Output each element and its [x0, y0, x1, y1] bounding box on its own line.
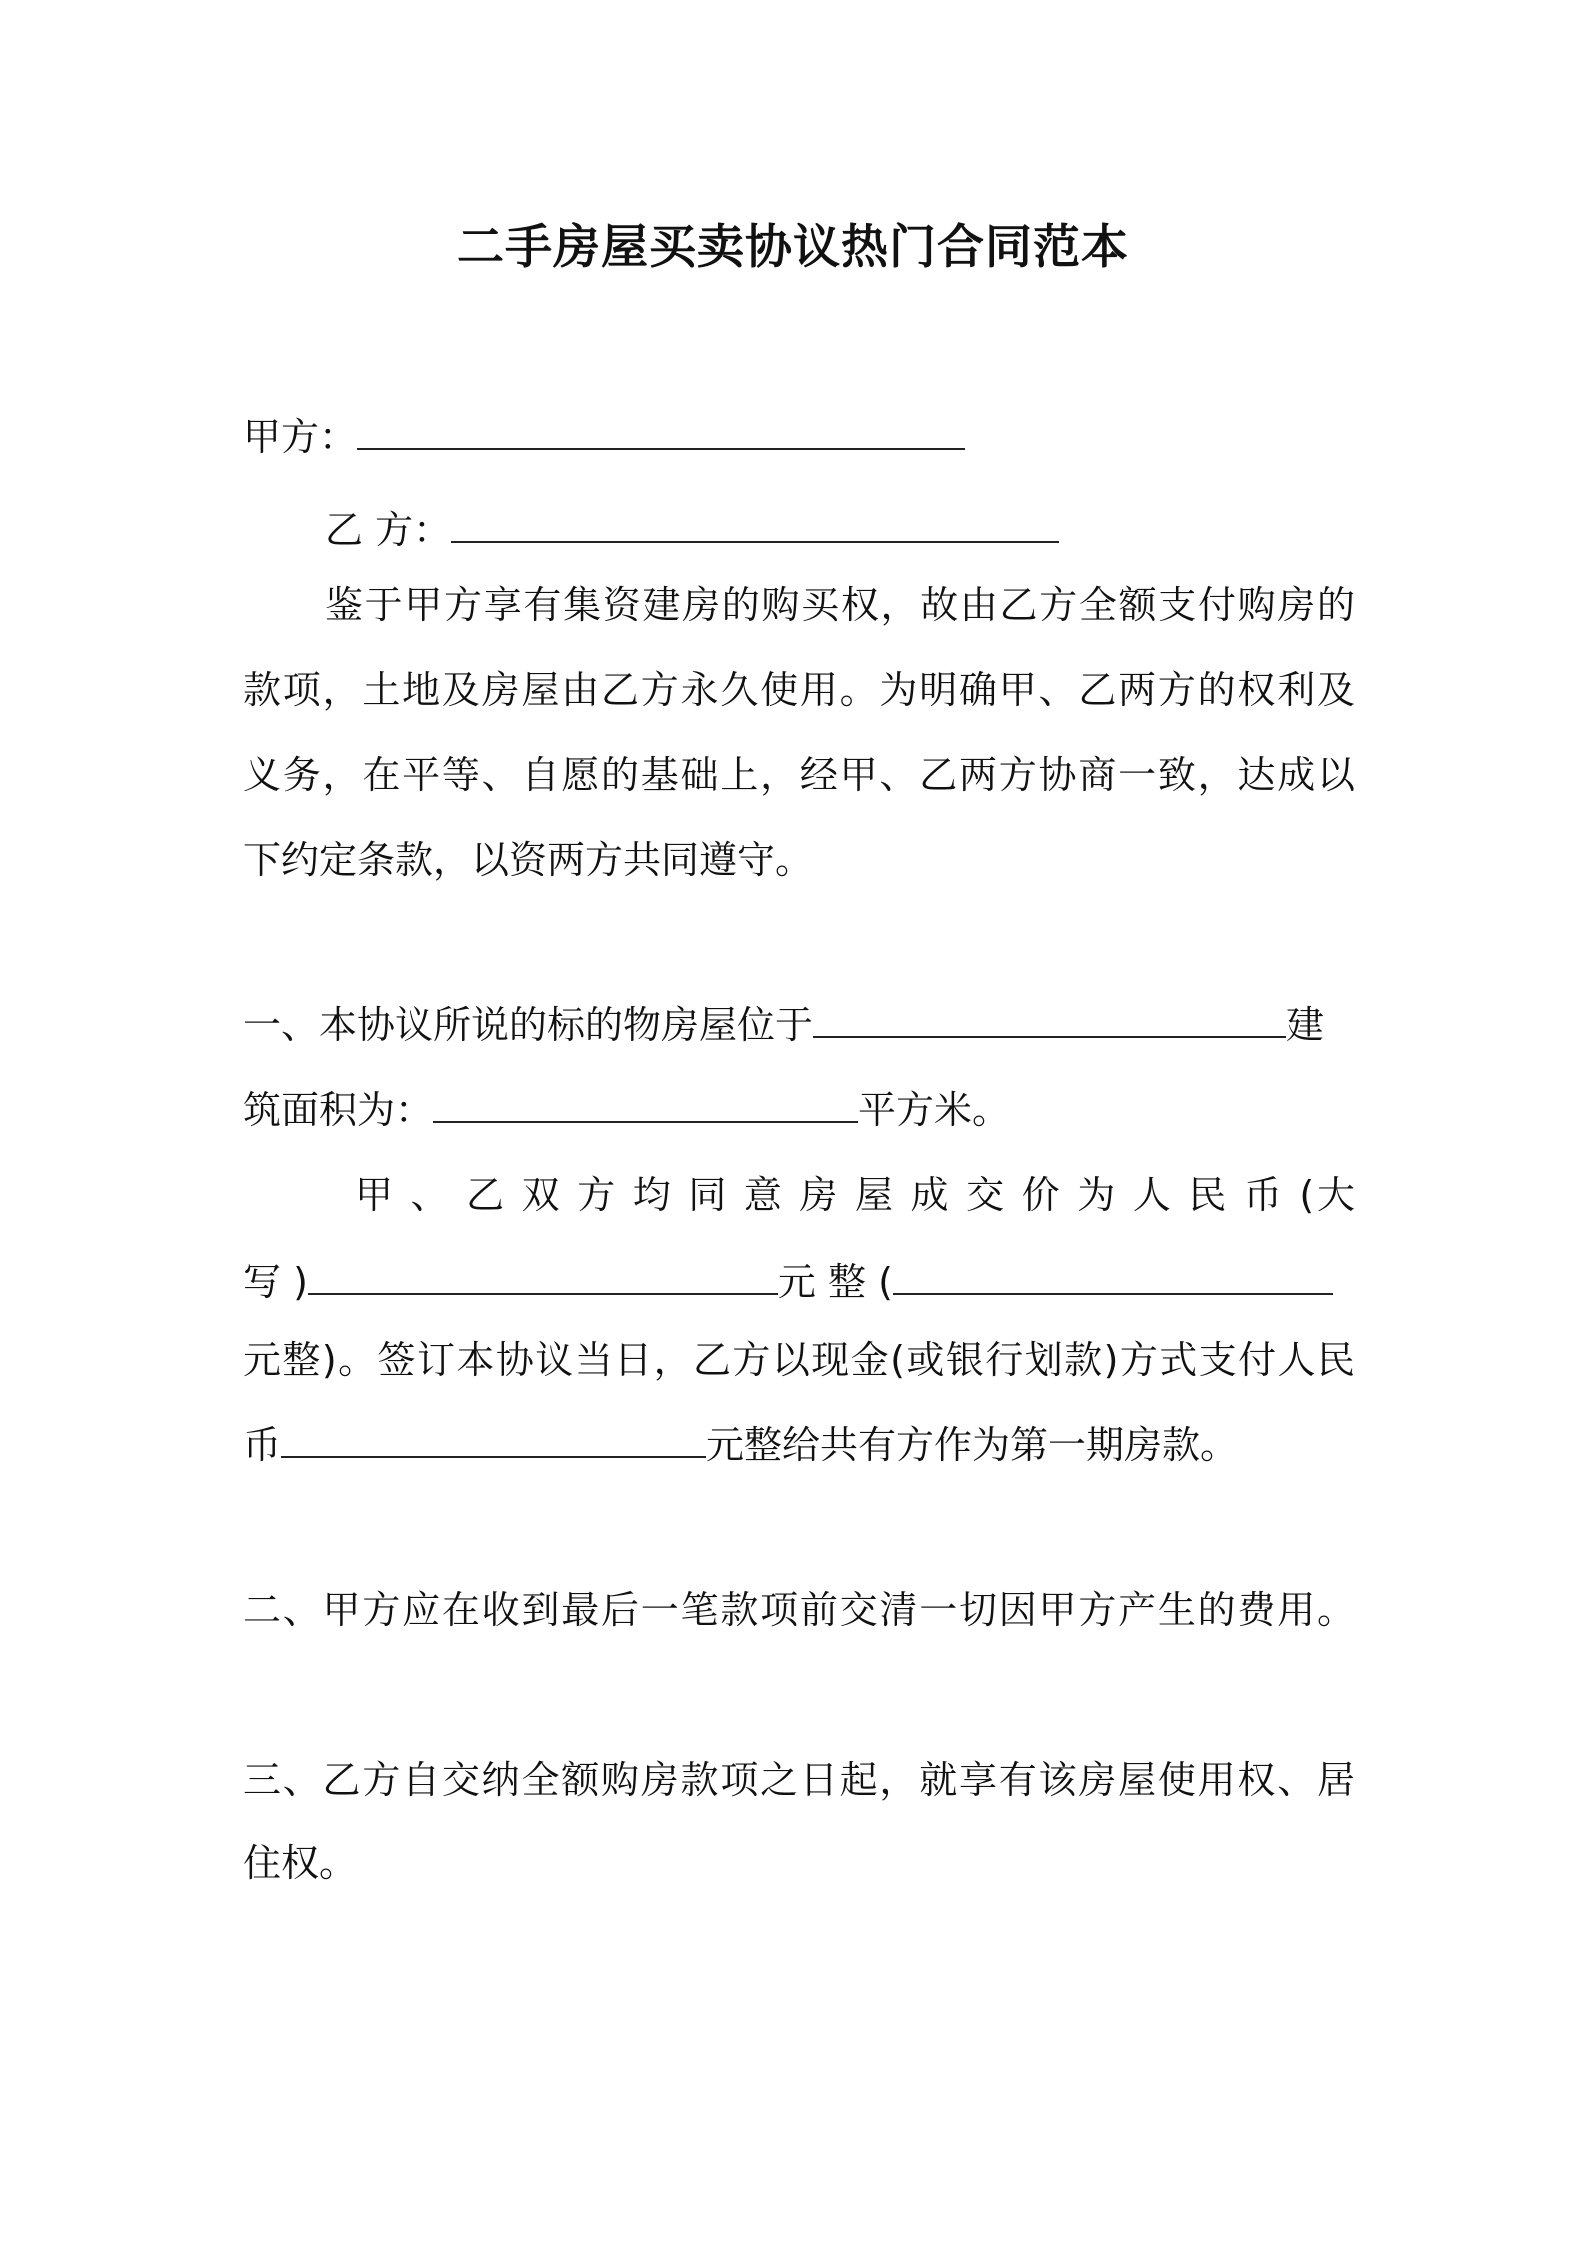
clause1-line6: [243, 1415, 1238, 1475]
first-payment-text: 元整给共有方作为第一期房款。: [706, 1423, 1239, 1467]
party-a-line: [243, 407, 965, 467]
clause1-line1: [243, 995, 1324, 1055]
preamble-line-3: 义务，在平等、自愿的基础上，经甲、乙两方协商一致，达成以: [243, 753, 1355, 797]
party-a-label: 甲方：: [243, 415, 358, 459]
clause1-line2: [243, 1080, 1010, 1140]
document-title: 二手房屋买卖协议热门合同范本: [457, 220, 1129, 275]
clause1-line4: [243, 1252, 1333, 1312]
clause3-line1: 三、乙方自交纳全额购房款项之日起，就享有该房屋使用权、居: [243, 1758, 1355, 1802]
price-uppercase-label: 写 ): [243, 1260, 308, 1304]
area-unit: 平方米。: [858, 1088, 1011, 1132]
party-b-line: [325, 500, 1059, 560]
location-blank: [813, 1006, 1286, 1038]
area-label: 筑面积为：: [243, 1088, 434, 1132]
price-yuan-label: 元 整 (: [777, 1260, 893, 1304]
first-payment-label: 币: [243, 1423, 282, 1467]
first-payment-blank: [281, 1426, 706, 1458]
clause2: 二、甲方应在收到最后一笔款项前交清一切因甲方产生的费用。: [243, 1588, 1355, 1632]
clause1-line5: 元整)。签订本协议当日，乙方以现金(或银行划款)方式支付人民: [243, 1338, 1355, 1382]
preamble-line-2: 款项，土地及房屋由乙方永久使用。为明确甲、乙两方的权利及: [243, 668, 1355, 712]
party-a-blank: [357, 418, 965, 450]
clause1-line1-end: 建: [1286, 1003, 1325, 1047]
price-uppercase-blank: [308, 1263, 778, 1295]
preamble-line-4: 下约定条款，以资两方共同遵守。: [243, 838, 814, 882]
party-b-blank: [451, 511, 1059, 543]
clause1-line3: 甲 、 乙 双 方 均 同 意 房 屋 成 交 价 为 人 民 币 (大: [355, 1173, 1355, 1217]
preamble-line-1: 鉴于甲方享有集资建房的购买权，故由乙方全额支付购房的: [325, 583, 1355, 627]
party-b-label: 乙 方：: [325, 508, 452, 552]
price-numeric-blank: [893, 1263, 1333, 1295]
area-blank: [433, 1091, 858, 1123]
clause3-line2: 住权。: [243, 1841, 358, 1885]
clause1-location-label: 一、本协议所说的标的物房屋位于: [243, 1003, 814, 1047]
